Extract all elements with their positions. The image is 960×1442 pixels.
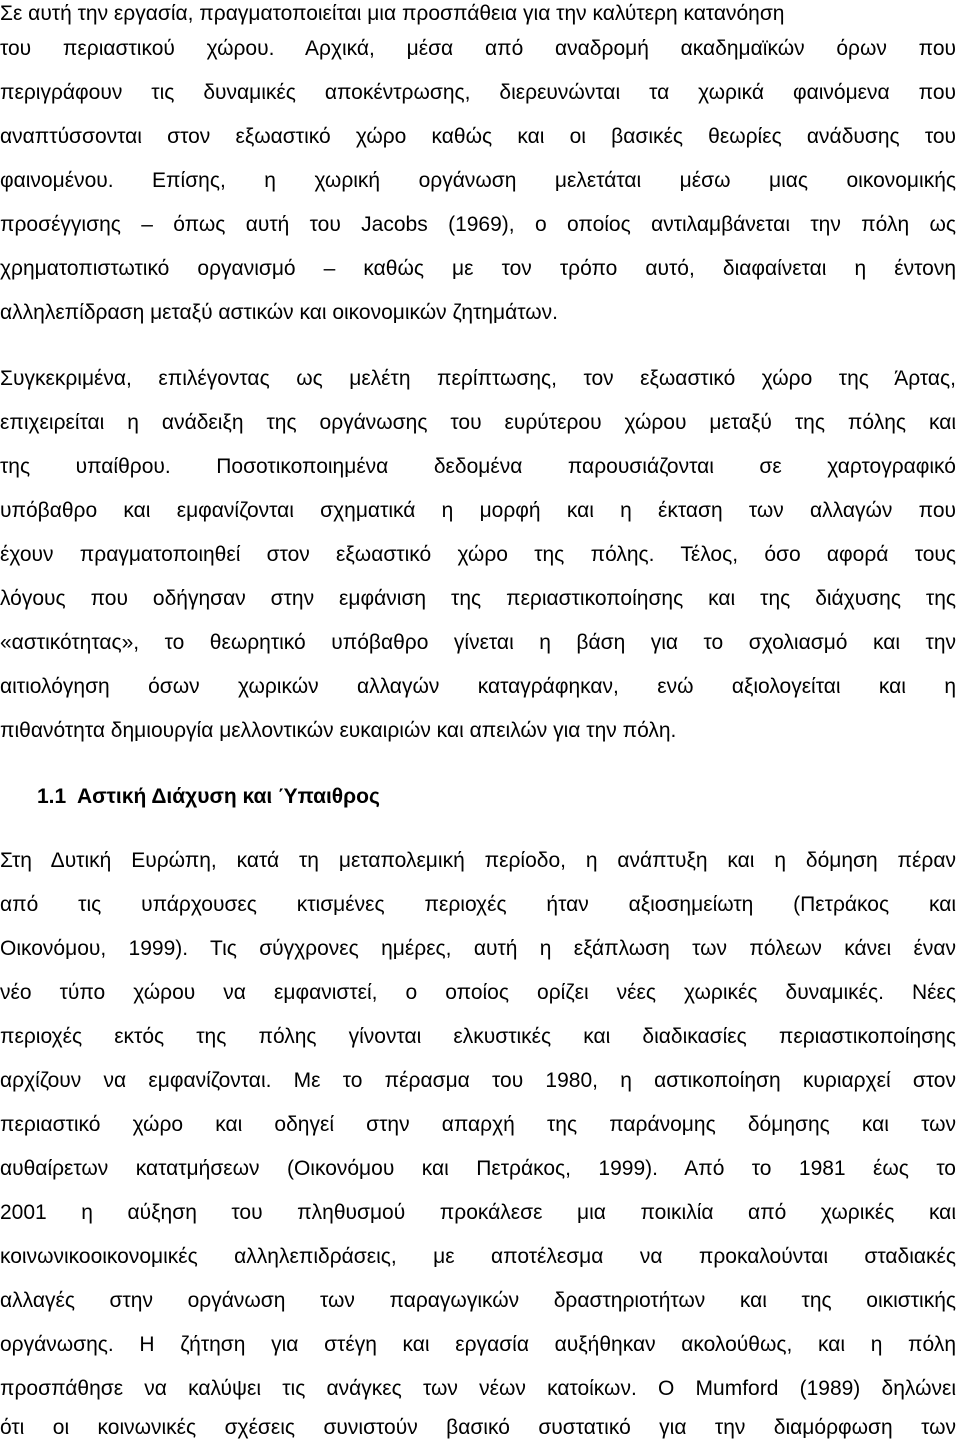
text-line: αλλαγές στην οργάνωση των παραγωγικών δραστηριοτήτων και της οικιστικής: [0, 1289, 956, 1312]
text-line: περιαστικό χώρο και οδηγεί στην απαρχή της παράνομης δόμησης και των: [0, 1113, 956, 1136]
text-line: αιτιολόγηση όσων χωρικών αλλαγών καταγράφηκαν, ενώ αξιολογείται και η: [0, 675, 956, 698]
text-line: της υπαίθρου. Ποσοτικοποιημένα δεδομένα παρουσιάζονται σε χαρτογραφικό: [0, 455, 956, 478]
text-line: κοινωνικοοικονομικές αλληλεπιδράσεις, με αποτέλεσμα να προκαλούνται σταδιακές: [0, 1245, 956, 1268]
text-line: Στη Δυτική Ευρώπη, κατά τη μεταπολεμική περίοδο, η ανάπτυξη και η δόμηση πέραν: [0, 849, 956, 872]
text-line: λόγους που οδήγησαν στην εμφάνιση της περιαστικοποίησης και της διάχυσης της: [0, 587, 956, 610]
text-line: «αστικότητας», το θεωρητικό υπόβαθρο γίνεται η βάση για το σχολιασμό και την: [0, 631, 956, 654]
text-line: προσέγγισης – όπως αυτή του Jacobs (1969), ο οποίος αντιλαμβάνεται την πόλη ως: [0, 213, 956, 236]
text-line: περιοχές εκτός της πόλης γίνονται ελκυστικές και διαδικασίες περιαστικοποίησης: [0, 1025, 956, 1048]
text-line: Συγκεκριμένα, επιλέγοντας ως μελέτη περίπτωσης, τον εξωαστικό χώρο της Άρτας,: [0, 367, 956, 390]
text-line: περιγράφουν τις δυναμικές αποκέντρωσης, διερευνώνται τα χωρικά φαινόμενα που: [0, 81, 956, 104]
text-line: από τις υπάρχουσες κτισμένες περιοχές ήταν αξιοσημείωτη (Πετράκος και: [0, 893, 956, 916]
text-line: Σε αυτή την εργασία, πραγματοποιείται μια προσπάθεια για την καλύτερη κατανόηση: [0, 2, 785, 25]
text-line: έχουν πραγματοποιηθεί στον εξωαστικό χώρο της πόλης. Τέλος, όσο αφορά τους: [0, 543, 956, 566]
text-line: πιθανότητα δημιουργία μελλοντικών ευκαιριών και απειλών για την πόλη.: [0, 719, 677, 742]
text-line: ότι οι κοινωνικές σχέσεις συνιστούν βασικό συστατικό για την διαμόρφωση των: [0, 1416, 956, 1439]
text-line: 2001 η αύξηση του πληθυσμού προκάλεσε μια ποικιλία από χωρικές και: [0, 1201, 956, 1224]
section-heading: [37, 783, 380, 811]
text-line: προσπάθησε να καλύψει τις ανάγκες των νέων κατοίκων. Ο Mumford (1989) δηλώνει: [0, 1377, 956, 1400]
text-line: αναπτύσσονται στον εξωαστικό χώρο καθώς και οι βασικές θεωρίες ανάδυσης του: [0, 125, 956, 148]
text-line: Οικονόμου, 1999). Τις σύγχρονες ημέρες, αυτή η εξάπλωση των πόλεων κάνει έναν: [0, 937, 956, 960]
text-line: οργάνωσης. Η ζήτηση για στέγη και εργασία αυξήθηκαν ακολούθως, και η πόλη: [0, 1333, 956, 1356]
text-line: χρηματοπιστωτικό οργανισμό – καθώς με τον τρόπο αυτό, διαφαίνεται η έντονη: [0, 257, 956, 280]
text-line: φαινομένου. Επίσης, η χωρική οργάνωση μελετάται μέσω μιας οικονομικής: [0, 169, 956, 192]
text-line: του περιαστικού χώρου. Αρχικά, μέσα από αναδρομή ακαδημαϊκών όρων που: [0, 37, 956, 60]
text-line: αρχίζουν να εμφανίζονται. Με το πέρασμα του 1980, η αστικοποίηση κυριαρχεί στον: [0, 1069, 956, 1092]
section-title: Αστική Διάχυση και Ύπαιθρος: [77, 785, 380, 808]
text-line: αυθαίρετων κατατμήσεων (Οικονόμου και Πετράκος, 1999). Από το 1981 έως το: [0, 1157, 956, 1180]
text-line: νέο τύπο χώρου να εμφανιστεί, ο οποίος ορίζει νέες χωρικές δυναμικές. Νέες: [0, 981, 956, 1004]
text-line: υπόβαθρο και εμφανίζονται σχηματικά η μορφή και η έκταση των αλλαγών που: [0, 499, 956, 522]
text-line: επιχειρείται η ανάδειξη της οργάνωσης του ευρύτερου χώρου μεταξύ της πόλης και: [0, 411, 956, 434]
text-line: αλληλεπίδραση μεταξύ αστικών και οικονομικών ζητημάτων.: [0, 301, 559, 324]
section-number: 1.1: [37, 785, 67, 808]
